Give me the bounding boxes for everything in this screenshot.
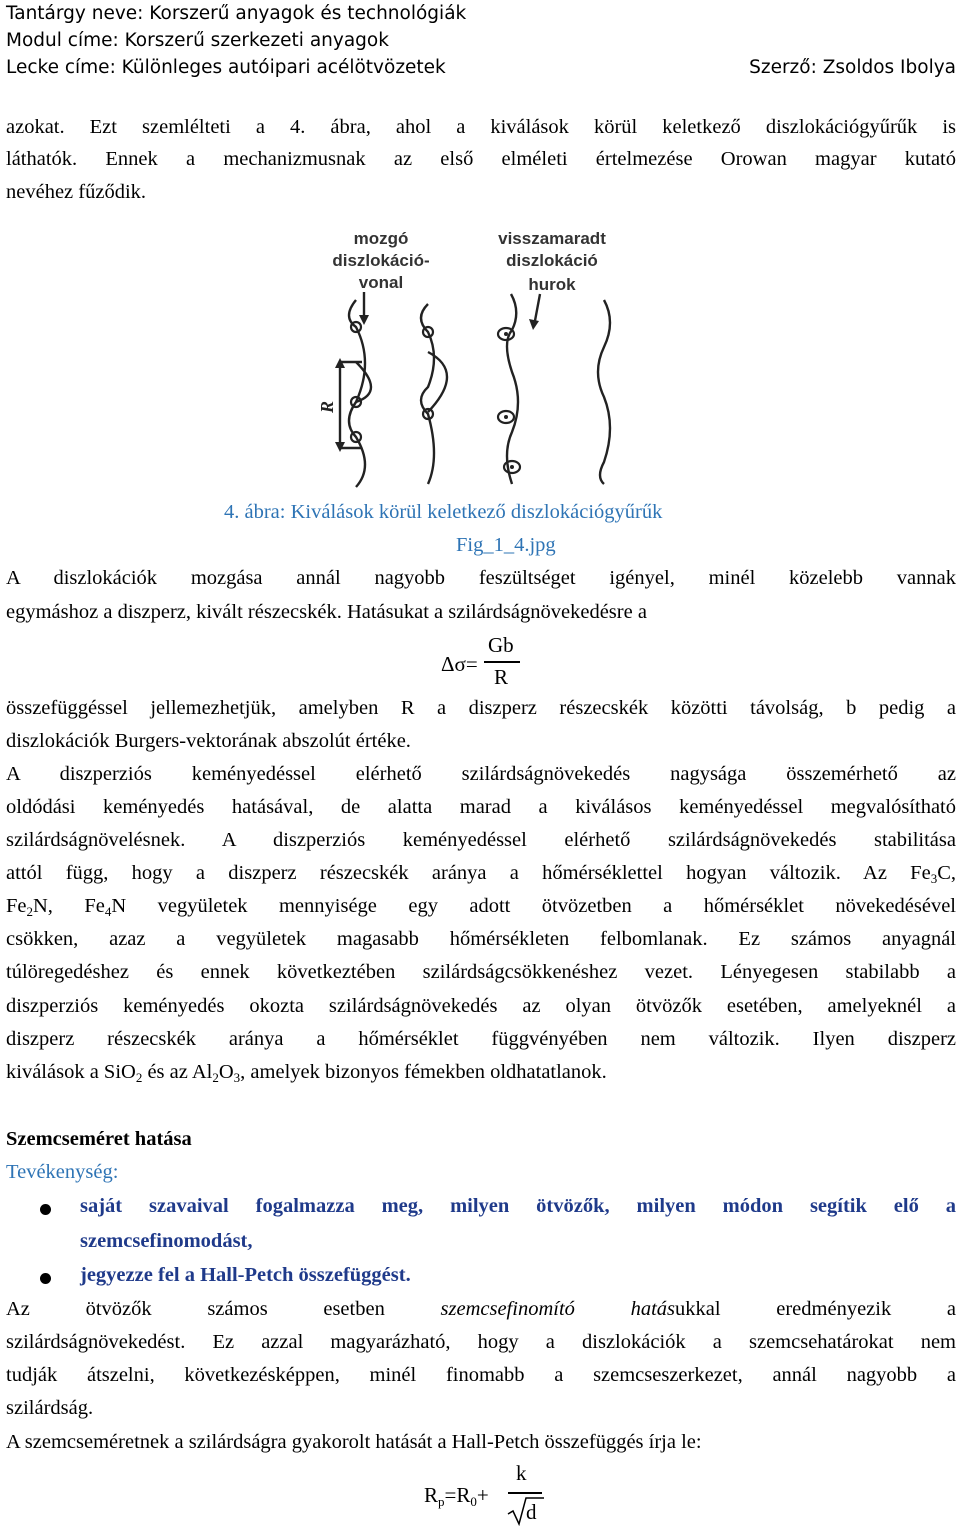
para1-line2: láthatók. Ennek a mechanizmusnak az első elméleti értelmezése Orowan magyar kutató [6,148,956,170]
para3-line2: diszlokációk Burgers-vektorának abszolút értéke. [6,730,411,752]
section-heading: Szemcseméret hatása [6,1128,192,1150]
para4-line3: szilárdságnövelésnek. A diszperziós keményedéssel elérhető szilárdságnövekedés stabilitása [6,829,956,851]
header-subject: Tantárgy neve: Korszerű anyagok és technológiák [6,3,467,24]
formula-hall-petch-lhs: $R_p=R_0+$ [424,1483,489,1509]
para4-line4: attól függ, hogy a diszperz részecskék aránya a hőmérséklettel hogyan változik. Az $Fe_3C$, [6,862,956,886]
formula-delta-sigma-denominator: R [494,665,509,689]
header-lesson [6,56,956,80]
formula-fraction-bar [484,661,520,663]
para5-line3: tudják átszelni, következésképpen, minél finomabb a szemcseszerkezet, annál nagyobb a [6,1364,956,1386]
header-module: Modul címe: Korszerű szerkezeti anyagok [6,30,389,51]
dislocation-line-3 [507,294,518,484]
para4-line10: kiválások a SiO$_2$ és az $Al_2O_3$, amelyek bizonyos fémekben oldhatatlanok. [6,1061,607,1085]
precipitates [351,322,520,473]
para5-line5: A szemcseméretnek a szilárdságra gyakorolt hatását a Hall-Petch összefüggés írja le: [6,1431,702,1453]
para4-line8: diszperziós keményedés okozta szilárdságnövekedés az olyan ötvözők esetében, amelyeknél a [6,995,956,1017]
activity-item-2: jegyezze fel a Hall-Petch összefüggést. [80,1264,411,1286]
figure-label-loop-3: hurok [528,275,576,294]
para4-line1: A diszperziós keményedéssel elérhető szilárdságnövekedés nagysága összemérhető az [6,763,956,785]
para3-line1: összefüggéssel jellemezhetjük, amelyben R a diszperz részecskék közötti távolság, b pedig a [6,697,956,719]
formula-hall-petch-denominator: d [526,1500,537,1524]
figure-filename: Fig_1_4.jpg [456,534,556,556]
para4-line2: oldódási keményedés hatásával, de alatta marad a kiválásos keményedéssel megvalósítható [6,796,956,818]
bullet-2 [40,1273,51,1284]
activity-label: Tevékenység: [6,1161,119,1183]
para4-line6: csökken, azaz a vegyületek magasabb hőmérsékleten felbomlanak. Ez számos anyagnál [6,928,956,950]
para2-line2: egymáshoz a diszperz, kivált részecskék. Hatásukat a szilárdságnövekedésre a [6,601,647,623]
formula-hall-petch-fraction-bar [508,1492,542,1494]
para2-line1: A diszlokációk mozgása annál nagyobb feszültséget igényel, minél közelebb vannak [6,567,956,589]
formula-delta-sigma-numerator: Gb [488,633,514,657]
para1-line1: azokat. Ezt szemlélteti a 4. ábra, ahol a kiválások körül keletkező diszlokációgyűrűk is [6,116,956,138]
figure-label-r: R [317,400,337,413]
header-lesson-title: Lecke címe: Különleges autóipari acélötvözetek [6,57,446,78]
para5-line4: szilárdság. [6,1397,94,1419]
para4-line7: túlöregedéshez és ennek következtében szilárdságcsökkenéshez vezet. Lényegesen stabilabb a [6,961,956,983]
para4-line5: $Fe_2N$, $Fe_4N$ vegyületek mennyisége egy adott ötvözetben a hőmérséklet növekedésével [6,895,956,919]
figure-caption: 4. ábra: Kiválások körül keletkező diszlokációgyűrűk [224,501,663,523]
figure-label-moving-3: vonal [358,273,404,292]
activity-item-1-line2: szemcsefinomodást, [80,1230,253,1252]
activity-item-1-line1: saját szavaival fogalmazza meg, milyen ötvözők, milyen módon segítik elő a [80,1195,956,1217]
dislocation-figure [316,222,646,492]
formula-delta-sigma-lhs: Δσ= [441,652,478,676]
figure-label-moving-2: diszlokáció- [332,251,430,270]
header-author: Szerző: Zsoldos Ibolya [749,57,956,78]
para5-line1: Az ötvözők számos esetben szemcsefinomító hatásukkal eredményezik a [6,1298,956,1320]
bullet-1 [40,1204,51,1215]
figure-label-loop-2: diszlokáció [506,251,598,270]
dislocation-line-4 [598,300,610,484]
figure-label-moving-1: mozgó [353,229,409,248]
para5-line2: szilárdságnövekedést. Ez azzal magyarázható, hogy a diszlokációk a szemcsehatárokat nem [6,1331,956,1353]
figure-label-loop-1: visszamaradt [498,229,606,248]
formula-hall-petch-numerator: k [516,1461,527,1485]
para4-line9: diszperz részecskék aránya a hőmérséklet függvényében nem változik. Ilyen diszperz [6,1028,956,1050]
para1-line3: nevéhez fűződik. [6,181,147,203]
